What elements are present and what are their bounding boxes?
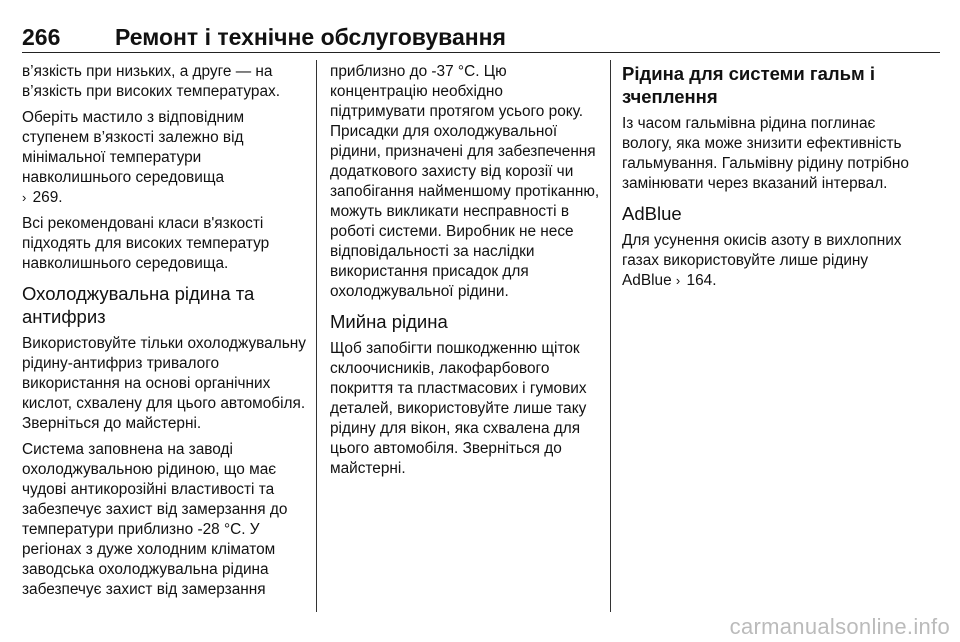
paragraph: [622, 231, 922, 291]
watermark: carmanualsonline.info: [729, 614, 950, 639]
section-heading: Охолоджувальна рідина та антифриз: [22, 283, 255, 327]
text-column-1: [22, 62, 306, 606]
section-heading: Мийна рідина: [330, 311, 448, 332]
paragraph: Система заповнена на заводі охолоджувальною рідиною, що має чудові антикорозійні властивості та забезпечує захист від замерзання до температури приблизно -28 °C. У регіонах з дуже холодним кліматом заводська охолоджувальна рідина забезпечує захист від замерзання: [22, 441, 288, 598]
paragraph-text: Для усунення окисів азоту в вихлопних газах використовуйте лише рідину AdBlue: [622, 232, 902, 289]
paragraph: [22, 108, 306, 208]
text-column-2: [330, 62, 600, 485]
page-ref-arrow-icon: ›: [22, 190, 27, 205]
text-column-3: [622, 62, 922, 297]
section-heading: Рідина для системи гальм і зчеплення: [622, 63, 875, 107]
paragraph: Щоб запобігти пошкодженню щіток склоочисників, лакофарбового покриття та пластмасових і гумових деталей, використовуйте лише таку рідину для вікон, яка схвалена для цього автомобіля. Зверніться до майстерні.: [330, 340, 587, 477]
paragraph: приблизно до -37 °C. Цю концентрацію необхідно підтримувати протягом усього року. Присадки для охолоджувальної рідини, призначені для забезпечення додаткового захисту від корозії чи запобігання найменшому протіканню, можуть викликати несправності в роботі системи. Виробник не несе відповідальності за наслідки використання присадок для охолоджувальної рідини.: [330, 63, 600, 300]
chapter-title: Ремонт і технічне обслуговування: [115, 24, 506, 50]
paragraph: Всі рекомендовані класи в'язкості підходять для високих температур навколишнього середовища.: [22, 215, 270, 272]
paragraph: в’язкість при низьких, а друге — на в’язкість при високих температурах.: [22, 63, 280, 100]
section-heading: AdBlue: [622, 203, 682, 224]
paragraph: Із часом гальмівна рідина поглинає вологу, яка може знизити ефективність гальмування. Гальмівну рідину потрібно замінювати через вказаний інтервал.: [622, 115, 909, 192]
page-number: 266: [22, 24, 61, 50]
paragraph-text: Оберіть мастило з відповідним ступенем в’язкості залежно від мінімальної температури навколишнього середовища: [22, 109, 245, 186]
column-divider: [610, 60, 611, 612]
page-ref-link[interactable]: 164.: [686, 272, 717, 289]
page-ref-arrow-icon: ›: [675, 273, 681, 288]
column-divider: [316, 60, 317, 612]
page-ref-link[interactable]: 269.: [32, 189, 63, 206]
paragraph: Використовуйте тільки охолоджувальну рідину-антифриз тривалого використання на основі органічних кислот, схвалену для цього автомобіля. Зверніться до майстерні.: [22, 335, 306, 432]
page-header: [22, 22, 940, 53]
